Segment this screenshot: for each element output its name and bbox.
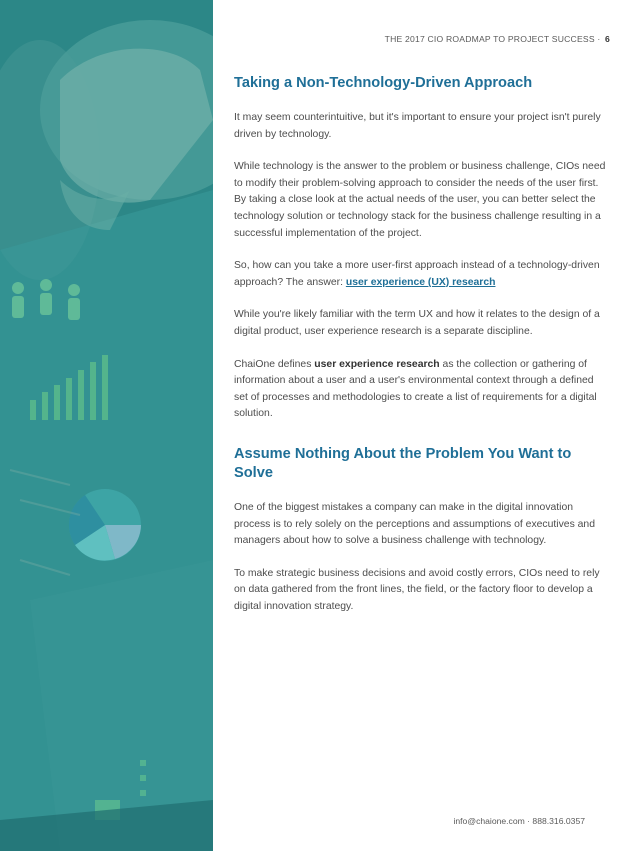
ux-research-link[interactable]: user experience (UX) research xyxy=(345,276,496,288)
office-charts-photo xyxy=(0,0,213,851)
paragraph-text: as the collection or gathering of information about a user and a user's environmental context through a defined set of processes and methodologies to create a list of requirements for a digital solution. xyxy=(234,358,597,420)
paragraph-definition xyxy=(234,357,606,423)
section-heading-non-technology: Taking a Non-Technology-Driven Approach xyxy=(234,75,533,91)
paragraph-text: So, how can you take a more user-first approach instead of a technology-driven approach? The answer: xyxy=(234,260,600,288)
paragraph: To make strategic business decisions and avoid costly errors, CIOs need to rely on data gathered from the front lines, the field, or the factory floor to develop a digital innovation strategy. xyxy=(234,567,600,612)
main-content xyxy=(234,74,606,631)
header-separator: · xyxy=(597,34,601,44)
paragraph-ux-question xyxy=(234,258,606,291)
document-title: THE 2017 CIO ROADMAP TO PROJECT SUCCESS xyxy=(384,34,595,44)
paragraph-text: ChaiOne defines xyxy=(234,358,315,370)
bold-term: user experience research xyxy=(314,358,440,370)
section-heading-assume-nothing: Assume Nothing About the Problem You Want to Solve xyxy=(234,445,572,481)
page-header xyxy=(385,34,610,44)
side-photo-panel xyxy=(0,0,213,851)
paragraph: It may seem counterintuitive, but it's important to ensure your project isn't purely driven by technology. xyxy=(234,112,601,140)
page-number: 6 xyxy=(605,34,610,44)
paragraph: While you're likely familiar with the term UX and how it relates to the design of a digital product, user experience research is a separate discipline. xyxy=(234,309,600,337)
paragraph: One of the biggest mistakes a company can make in the digital innovation process is to rely solely on the perceptions and assumptions of executives and managers about how to solve a business challenge with technology. xyxy=(234,501,595,547)
paragraph: While technology is the answer to the problem or business challenge, CIOs need to modify their problem-solving approach to consider the needs of the user first. By taking a close look at the actual needs of the user, you can better select the technology solution or technology stack for the business challenge resulting in a successful implementation of the project. xyxy=(234,161,606,239)
footer-contact: info@chaione.com · 888.316.0357 xyxy=(453,816,585,826)
